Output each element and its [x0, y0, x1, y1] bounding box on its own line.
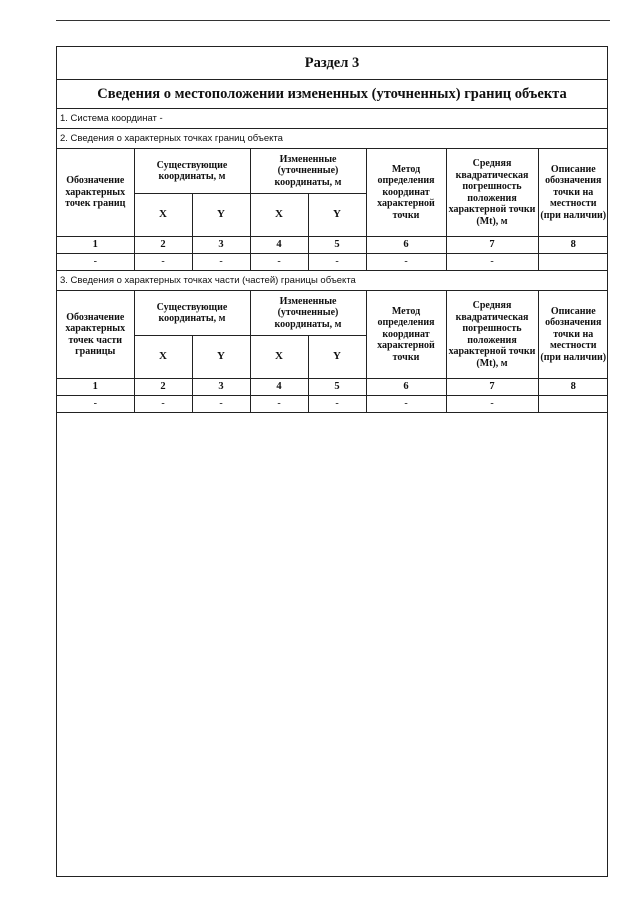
col-number: 5 — [308, 237, 366, 254]
header-changed: Измененные (уточненные) координаты, м — [250, 149, 366, 194]
col-number: 1 — [57, 237, 134, 254]
header-changed: Измененные (уточненные) координаты, м — [250, 291, 366, 336]
header-existing: Существующие координаты, м — [134, 291, 250, 336]
table-cell: - — [57, 396, 134, 413]
col-number: 8 — [538, 237, 608, 254]
column-numbers-row — [57, 379, 608, 396]
block3-table — [57, 291, 608, 413]
section-title: Раздел 3 — [57, 47, 607, 80]
table-cell: - — [57, 254, 134, 271]
table-cell: - — [134, 254, 192, 271]
col-number: 1 — [57, 379, 134, 396]
header-designation: Обозначение характерных точек границ — [57, 149, 134, 237]
header-changed-y: Y — [308, 194, 366, 237]
column-numbers-row — [57, 237, 608, 254]
col-number: 4 — [250, 237, 308, 254]
section-frame — [56, 46, 608, 877]
table-cell: - — [134, 396, 192, 413]
block2-table — [57, 149, 608, 271]
header-existing-x: X — [134, 336, 192, 379]
header-description: Описание обозначения точки на местности (при наличии) — [538, 149, 608, 237]
col-number: 7 — [446, 237, 538, 254]
col-number: 4 — [250, 379, 308, 396]
header-method: Метод определения координат характерной точки — [366, 149, 446, 237]
table-cell: - — [366, 254, 446, 271]
table-cell: - — [446, 396, 538, 413]
col-number: 8 — [538, 379, 608, 396]
col-number: 2 — [134, 237, 192, 254]
table-cell: - — [250, 254, 308, 271]
table-cell — [538, 254, 608, 271]
table-cell: - — [308, 254, 366, 271]
header-changed-x: X — [250, 194, 308, 237]
header-error: Средняя квадратическая погрешность положения характерной точки (Mt), м — [446, 149, 538, 237]
header-designation: Обозначение характерных точек части границы — [57, 291, 134, 379]
table-cell — [538, 396, 608, 413]
table-row — [57, 396, 608, 413]
header-changed-y: Y — [308, 336, 366, 379]
header-description: Описание обозначения точки на местности (при наличии) — [538, 291, 608, 379]
header-existing-x: X — [134, 194, 192, 237]
col-number: 3 — [192, 237, 250, 254]
col-number: 3 — [192, 379, 250, 396]
section-subtitle: Сведения о местоположении измененных (уточненных) границ объекта — [57, 80, 607, 109]
top-rule — [56, 20, 610, 21]
block3-label: 3. Сведения о характерных точках части (частей) границы объекта — [57, 271, 607, 291]
table-cell: - — [250, 396, 308, 413]
coord-system: 1. Система координат - — [57, 109, 607, 129]
col-number: 2 — [134, 379, 192, 396]
header-method: Метод определения координат характерной точки — [366, 291, 446, 379]
table-cell: - — [308, 396, 366, 413]
col-number: 6 — [366, 237, 446, 254]
header-existing: Существующие координаты, м — [134, 149, 250, 194]
block2-label: 2. Сведения о характерных точках границ объекта — [57, 129, 607, 149]
header-changed-x: X — [250, 336, 308, 379]
header-error: Средняя квадратическая погрешность положения характерной точки (Mt), м — [446, 291, 538, 379]
header-existing-y: Y — [192, 336, 250, 379]
col-number: 6 — [366, 379, 446, 396]
table-cell: - — [446, 254, 538, 271]
table-row — [57, 254, 608, 271]
col-number: 5 — [308, 379, 366, 396]
table-cell: - — [192, 396, 250, 413]
header-existing-y: Y — [192, 194, 250, 237]
col-number: 7 — [446, 379, 538, 396]
table-cell: - — [192, 254, 250, 271]
table-cell: - — [366, 396, 446, 413]
